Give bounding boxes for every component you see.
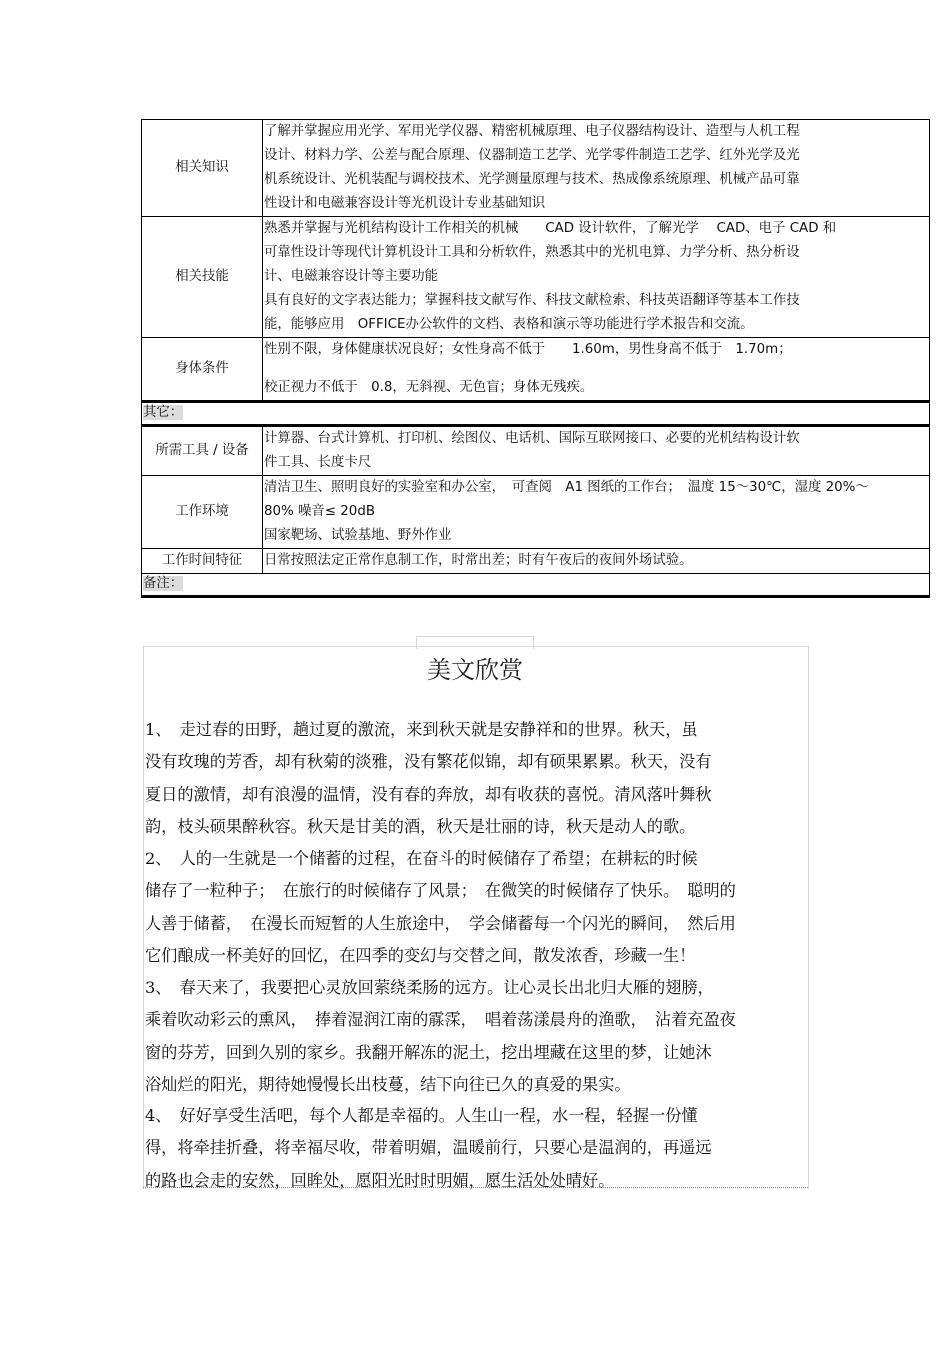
row-label-text: 相关技能 [175,269,229,284]
essay-line: 4、 好好享受生活吧，每个人都是幸福的。人生山一程，水一程，轻握一份懂 [145,1106,698,1125]
row-line: 校正视力不低于 0.8，无斜视、无色盲；身体无残疾。 [264,380,594,395]
essay-line: 储存了一粒种子； 在旅行的时候储存了风景； 在微笑的时候储存了快乐。 聪明的 [145,881,736,901]
row-line: 80% 噪音≤ 20dB [264,504,376,519]
essay-line: 1、 走过春的田野，趟过夏的激流，来到秋天就是安静祥和的世界。秋天，虽 [145,720,698,739]
essay-paragraph-4 [145,1100,810,1197]
table-row [142,338,930,402]
table-row [142,120,930,217]
essay-title: 美文欣赏 [427,656,523,684]
essay-line: 没有玫瑰的芳香，却有秋菊的淡雅，没有繁花似锦，却有硕果累累。秋天，没有 [145,752,712,772]
essay-line: 得，将牵挂折叠，将幸福尽收，带着明媚，温暖前行，只要心是温润的，再遥远 [145,1138,712,1158]
row-label [142,549,263,574]
essay-line: 夏日的激情，却有浪漫的温情，没有春的奔放，却有收获的喜悦。清风落叶舞秋 [145,784,712,804]
table-row [142,549,930,574]
row-label [142,426,263,476]
job-spec-table [141,119,930,598]
row-line: 能，能够应用 OFFICE办公软件的文档、表格和演示等功能进行学术报告和交流。 [264,317,754,332]
table-row [142,426,930,476]
row-label [142,338,263,402]
essay-line: 韵，枝头硕果醉秋容。秋天是甘美的酒，秋天是壮丽的诗，秋天是动人的歌。 [145,816,696,836]
other-row [142,402,930,426]
essay-line: 人善于储蓄， 在漫长而短暂的人生旅途中， 学会储蓄每一个闪光的瞬间， 然后用 [145,913,736,933]
row-line: 性设计和电磁兼容设计等光机设计专业基础知识 [264,196,546,211]
essay-line: 乘着吹动彩云的熏风， 捧着湿润江南的霡霂， 唱着荡漾晨舟的渔歌， 沾着充盈夜 [145,1010,736,1030]
row-line: 机系统设计、光机装配与调校技术、光学测量原理与技术、热成像系统原理、机械产品可靠 [264,172,800,187]
other-label: 其它： [143,405,184,420]
essay-line: 窗的芬芳，回到久别的家乡。我翻开解冻的泥土，挖出埋藏在这里的梦，让她沐 [145,1042,712,1062]
essay-line: 2、 人的一生就是一个储蓄的过程，在奋斗的时候储存了希望；在耕耘的时候 [145,849,698,868]
essay-paragraph-1 [145,714,810,843]
row-label [142,476,263,549]
row-line: 性别不限，身体健康状况良好；女性身高不低于 1.60m，男性身高不低于 1.70m； [264,342,792,357]
row-label-text: 工作环境 [175,504,229,519]
row-line: 国家靶场、试验基地、野外作业 [264,528,452,543]
row-value [263,217,930,338]
row-line: 熟悉并掌握与光机结构设计工作相关的机械 CAD 设计软件，了解光学 CAD、电子 CAD 和 [264,221,837,236]
row-line: 计算器、台式计算机、打印机、绘图仪、电话机、国际互联网接口、必要的光机结构设计软 [264,431,800,446]
row-line: 设计、材料力学、公差与配合原理、仪器制造工艺学、光学零件制造工艺学、红外光学及光 [264,148,800,163]
table-row [142,476,930,549]
note-label: 备注： [143,576,184,591]
essay-line: 的路也会走的安然，回眸处，愿阳光时时明媚，愿生活处处晴好。 [145,1170,615,1190]
row-line: 日常按照法定正常作息制工作，时常出差；时有午夜后的夜间外场试验。 [264,553,693,568]
essay-paragraph-3 [145,972,810,1101]
essay-paragraph-2 [145,843,810,972]
row-line: 了解并掌握应用光学、军用光学仪器、精密机械原理、电子仪器结构设计、造型与人机工程 [264,124,800,139]
row-line: 具有良好的文字表达能力；掌握科技文献写作、科技文献检索、科技英语翻译等基本工作技 [264,293,800,308]
row-value [263,476,930,549]
row-label-text: 所需工具 / 设备 [155,443,249,458]
row-value [263,549,930,574]
row-value [263,120,930,217]
row-label [142,217,263,338]
row-label-text: 身体条件 [175,361,229,376]
essay-line: 它们酿成一杯美好的回忆，在四季的变幻与交替之间，散发浓香，珍藏一生！ [145,945,696,965]
row-value [263,338,930,402]
row-label-text: 相关知识 [175,160,229,175]
row-value [263,426,930,476]
row-label-text: 工作时间特征 [161,553,243,568]
table-row [142,574,930,597]
table-row [142,402,930,426]
table-row [142,217,930,338]
row-line: 可靠性设计等现代计算机设计工具和分析软件，熟悉其中的光机电算、力学分析、热分析设 [264,245,800,260]
note-row [142,574,930,597]
essay-line: 浴灿烂的阳光，期待她慢慢长出枝蔓，结下向往已久的真爱的果实。 [145,1074,631,1094]
row-label [142,120,263,217]
essay-line: 3、 春天来了，我要把心灵放回萦绕柔肠的远方。让心灵长出北归大雁的翅膀， [145,978,714,997]
row-line: 件工具、长度卡尺 [264,455,372,470]
row-line: 清洁卫生、照明良好的实验室和办公室， 可查阅 A1 图纸的工作台； 温度 15～30℃，湿度 20%～ [264,480,869,495]
row-line: 计、电磁兼容设计等主要功能 [264,269,439,284]
